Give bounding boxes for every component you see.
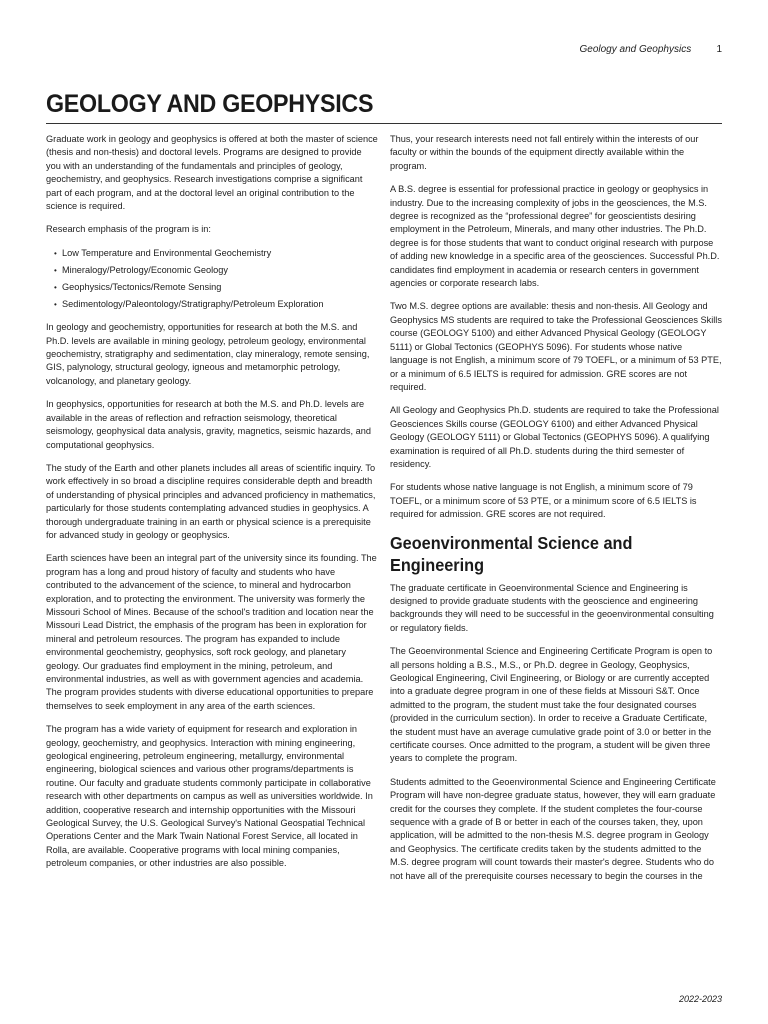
certificate-program-paragraph: The Geoenvironmental Science and Engineering Certificate Program is open to all persons holding a B.S., M.S., or Ph.D. degree in Geology, Geophysics, Geological Engineering, Civil Engineering, or Biology or are currently accepted into a graduate degree program in one of these fields at Missouri S&T. Once admitted to the program, the student must take the four designated courses (provided in the curriculum section). In order to receive a Graduate Certificate, the student must have an average cumulative grade point of 3.0 or better in the certificate courses. Once admitted to the program, a student will be given three years to complete the program. [390, 646, 713, 764]
history-paragraph: Earth sciences have been an integral part of the university since its founding. The program has a long and proud history of faculty and students who have contributed to the advancement of the science, to mineral and hydrocarbon exploration, and to protecting the environment. The university was formerly the Missouri School of Mines. Because of the school's tradition and location near the Missouri Lead District, the emphasis of the program has been in exploration for mineral and petroleum resources. The program has expanded to include environmental geochemistry, geophysics, soft rock geology, and planetary geology. Our graduates find employment in the mining, petroleum, and environmental industries, as well as with government agencies and academia. The program provides students with diverse educational opportunities to prepare themselves to seek employment in any area of the earth sciences. [46, 553, 377, 711]
running-title: Geology and Geophysics [579, 44, 692, 55]
study-of-earth-paragraph: The study of the Earth and other planets includes all areas of scientific inquiry. To work effectively in so broad a discipline requires considerable depth and breadth of understanding of physical principles and advanced proficiency in mathematics, particularly for those students contemplating advanced studies in geophysics. A thorough undergraduate training in an earth or physical science is a prerequisite for advanced study in geology or geophysics. [46, 462, 376, 540]
left-column [46, 133, 378, 881]
geology-geochemistry-paragraph: In geology and geochemistry, opportunities for research at both the M.S. and Ph.D. levels are available in mining geology, petroleum geology, environmental geochemistry, stratigraphy and sedimentation, clay mineralogy, remote sensing, GIS, palynology, structural geology, igneous and metamorphic petrology, volcanology, and planetary geology. [46, 322, 370, 386]
page-title: GEOLOGY AND GEOPHYSICS [46, 90, 374, 118]
list-item: • Geophysics/Tectonics/Remote Sensing [54, 281, 378, 294]
research-emphasis-list [46, 247, 378, 311]
ms-options-paragraph: Two M.S. degree options are available: thesis and non-thesis. All Geology and Geophysics MS students are required to take the Professional Geosciences Skills course (GEOLOGY 5100) and either Advanced Physical Geology (GEOLOGY 5111) or Global Tectonics (GEOPHYS 5096). For students whose native language is not English, a minimum score of 79 TOEFL, or a minimum of 53 PTE, or a minimum of 6.5 IELTS is required for admission. GRE scores are not required. [390, 301, 722, 392]
certificate-intro-paragraph: The graduate certificate in Geoenvironmental Science and Engineering is designed to provide graduate students with the geoscience and engineering backgrounds they will need to be successful in the geoenvironmental consulting or regulatory fields. [390, 582, 714, 633]
page-number: 1 [716, 44, 722, 55]
section-heading: Geoenvironmental Science and Engineering [390, 532, 633, 575]
list-item: • Sedimentology/Paleontology/Stratigraphy/Petroleum Exploration [54, 298, 378, 311]
research-emphasis-intro: Research emphasis of the program is in: [46, 224, 211, 235]
equipment-paragraph: The program has a wide variety of equipment for research and exploration in geology, geochemistry, and geophysics. Interaction with mining engineering, geological engineering, petroleum engineering, metallurgy, environmental engineering, biological sciences and various other programs/departments is routine. Our faculty and graduate students commonly participate in collaborative research with other departments on campus as well as universities worldwide. In addition, cooperative research and internship opportunities with the Missouri Geological Survey, the U.S. Geological Survey's National Geospatial Technical Operations Center and the Mark Twain National Forest Service, all located in Rolla, are available. Cooperative programs with local mining companies, petroleum companies, or other industries are also possible. [46, 724, 373, 869]
title-rule [46, 123, 722, 124]
phd-requirements-paragraph: All Geology and Geophysics Ph.D. students are required to take the Professional Geosciences Skills course (GEOLOGY 6100) and either Advanced Physical Geology (GEOLOGY 5111) or Global Tectonics (GEOPHYS 5096). A qualifying examination is required of all Ph.D. students during the third semester of residency. [390, 405, 719, 469]
degree-paragraph: A B.S. degree is essential for professional practice in geology or geophysics in industry. Due to the increasing complexity of jobs in the geosciences, the M.S. degree is recognized as the “professional degree” for geoscientists desiring employment in the Petroleum, Minerals, and many other industries. The Ph.D. degree is for those students that want to conduct original research with purpose of adding new knowledge in a specific area of the geosciences. Successful Ph.D. candidates find employment in academia or research centers in government agencies or corporate research labs. [390, 184, 720, 289]
running-header [46, 44, 722, 55]
certificate-admission-paragraph: Students admitted to the Geoenvironmental Science and Engineering Certificate Program will have non-degree graduate status, however, they will earn graduate credit for the courses they complete. If the student completes the four-course sequence with a grade of B or better in each of the courses taken, they, upon application, will be admitted to the non-thesis M.S. degree program in Geology and Geophysics. The certificate credits taken by the students admitted to the M.S. degree program will count towards their master's degree. Students who do not have all of the prerequisite courses necessary to begin the courses in the [390, 776, 716, 881]
research-interests-paragraph: Thus, your research interests need not fall entirely within the interests of our faculty or within the bounds of the equipment directly available within the program. [390, 134, 699, 171]
geophysics-paragraph: In geophysics, opportunities for research at both the M.S. and Ph.D. levels are available in the areas of reflection and refraction seismology, theoretical seismology, geophysical data analysis, gravity, magnetics, seismic hazards, and computational geophysics. [46, 399, 371, 450]
right-column [390, 133, 722, 893]
list-item: • Mineralogy/Petrology/Economic Geology [54, 264, 378, 277]
intro-paragraph: Graduate work in geology and geophysics is offered at both the master of science (thesis and non-thesis) and doctoral levels. Programs are designed to provide you with an understanding of the fundamentals and principles of geology, geochemistry, and geophysics. Research investigations comprise a significant part of each program, and at the doctoral level an original contribution to the science is required. [46, 134, 378, 212]
language-requirements-paragraph: For students whose native language is not English, a minimum score of 79 TOEFL, or a minimum score of 53 PTE, or a minimum score of 6.5 IELTS is required for admission. GRE scores are not required. [390, 482, 697, 520]
list-item: • Low Temperature and Environmental Geochemistry [54, 247, 378, 260]
footer-year: 2022-2023 [678, 994, 722, 1004]
